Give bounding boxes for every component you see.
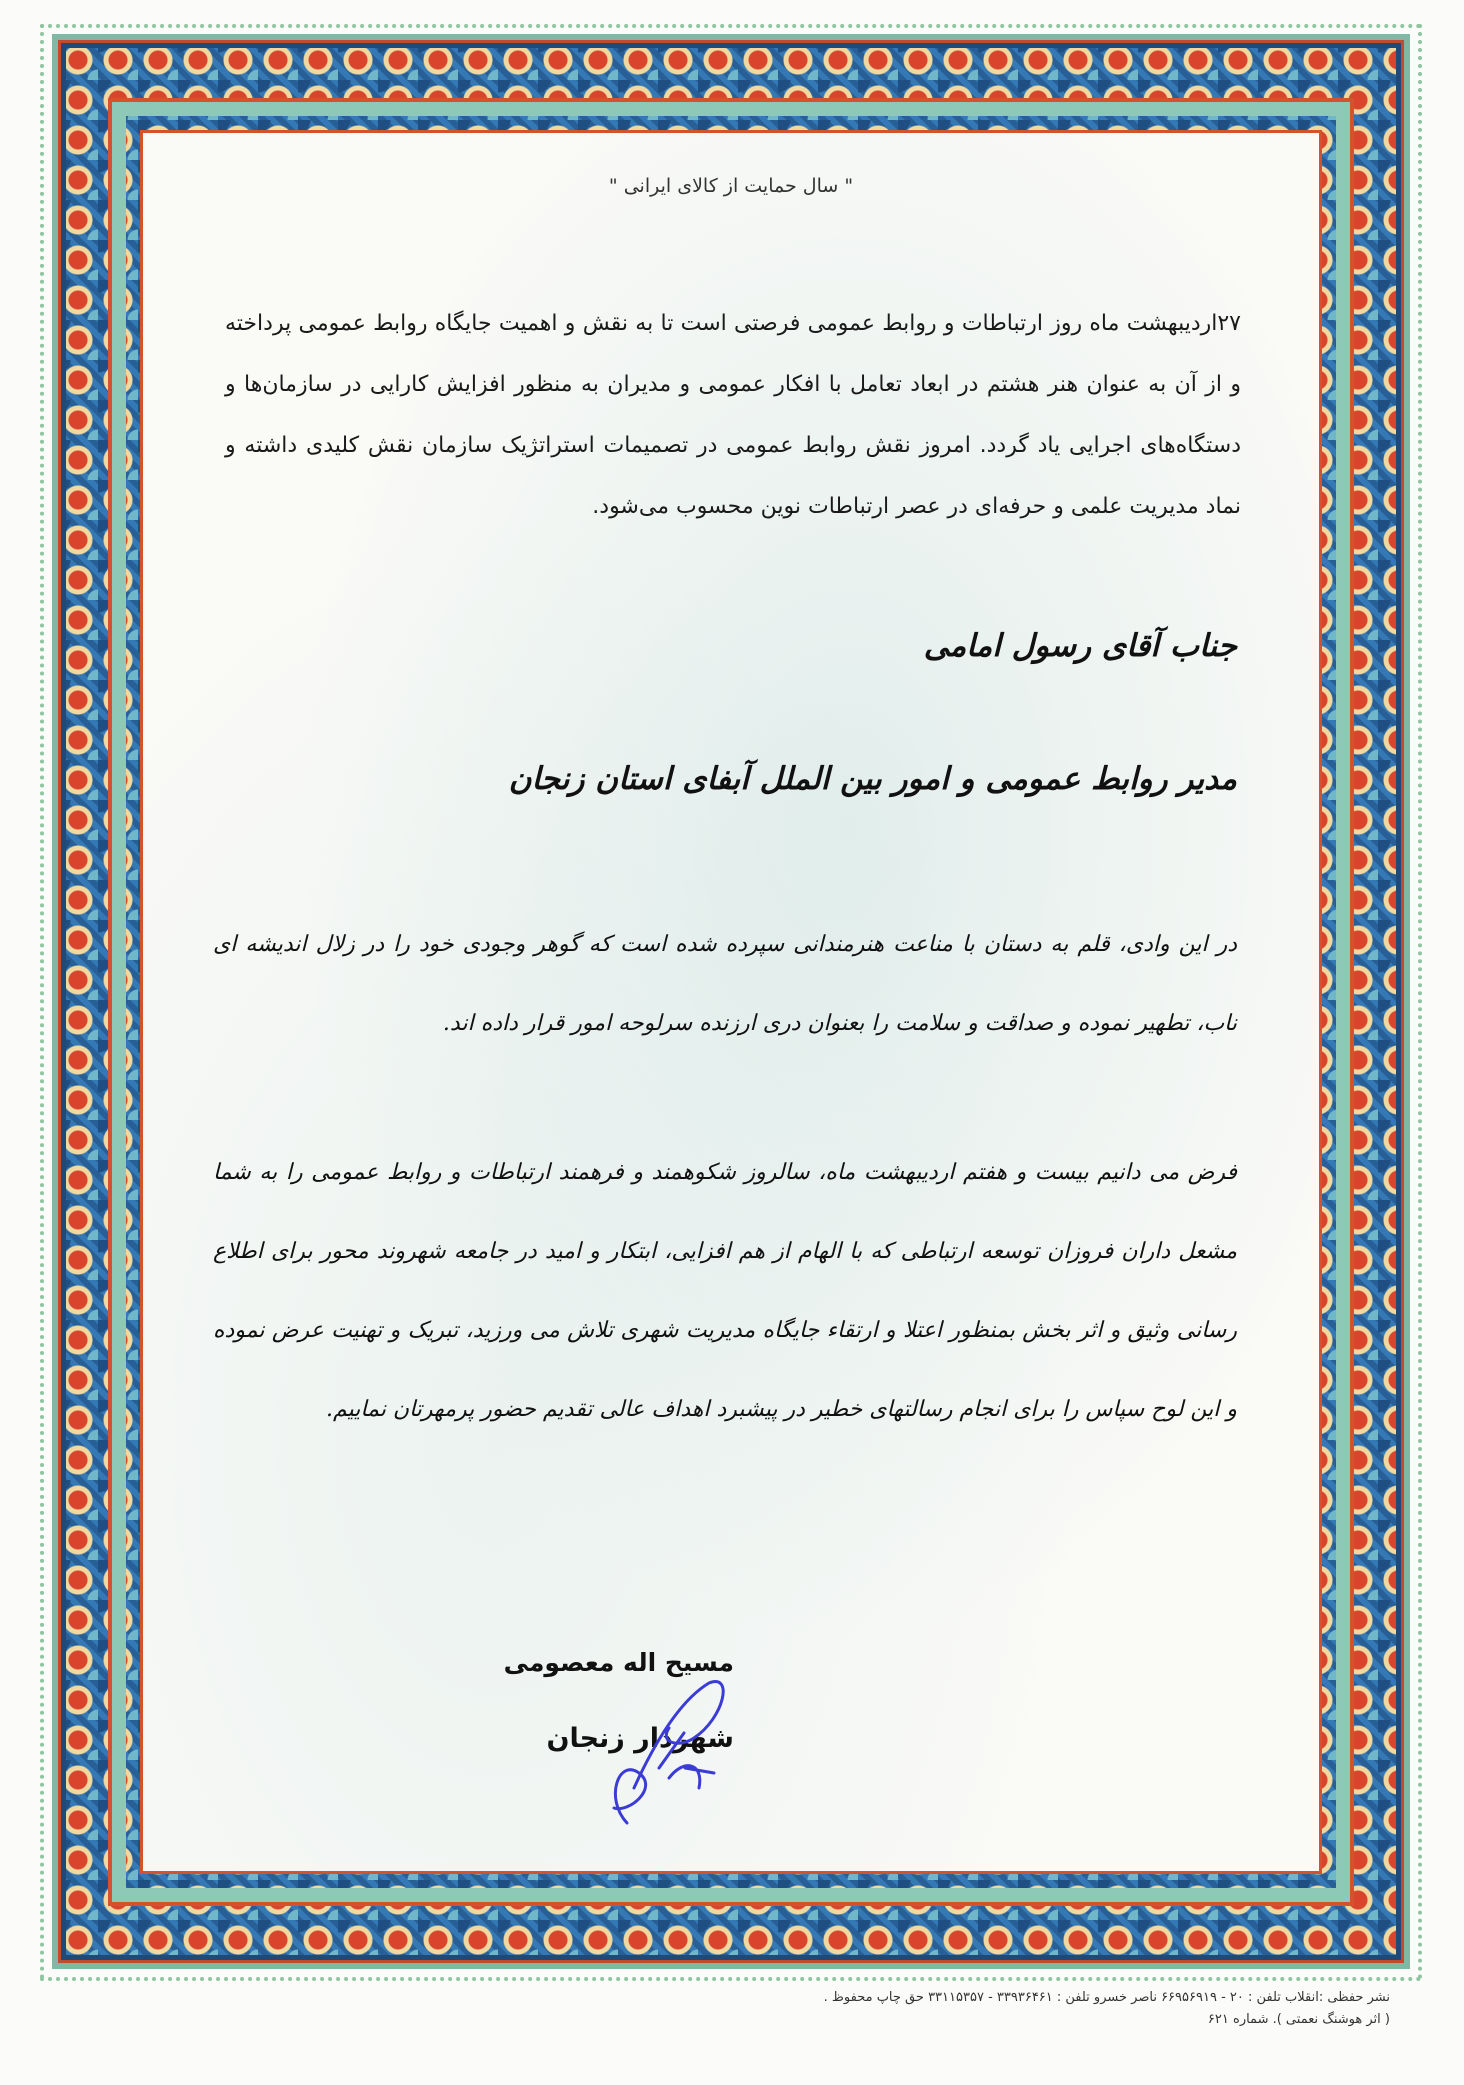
body-paragraph-1: در این وادی، قلم به دستان با مناعت هنرمندانی سپرده شده است که گوهر وجودی خود را در زلال اندیشه ای ناب، تطهیر نموده و صداقت و سلامت را بعنوان دری ارزنده سرلوحه امور قرار داده اند. [213, 932, 1237, 1036]
signature-scribble [509, 1638, 749, 1838]
recipient-name: جناب آقای رسول امامی [923, 628, 1237, 664]
body-paragraph-2: فرض می دانیم بیست و هفتم اردیبهشت ماه، سالروز شکوهمند و فرهمند ارتباطات و روابط عمومی را به شما مشعل داران فروزان توسعه ارتباطی که با الهام از هم افزایی، ابتکار و امید در جامعه شهروند محور برای اطلاع رسانی وثیق و اثر بخش بمنظور اعتلا و ارتقاء جایگاه مدیریت شهری تلاش می ورزید، تبریک و تهنیت عرض نموده و این لوح سپاس را برای انجام رسالتهای خطیر در پیشبرد اهداف عالی تقدیم حضور پرمهرتان نماییم. [213, 1160, 1237, 1422]
signer-name: مسیح اله معصومی [503, 1648, 734, 1677]
certificate-body [140, 130, 1322, 1874]
intro-paragraph: ۲۷اردیبهشت ماه روز ارتباطات و روابط عمومی فرصتی است تا به نقش و اهمیت جایگاه روابط عمومی پرداخته و از آن به عنوان هنر هشتم در ابعاد تعامل با افکار عمومی و مدیران به منظور افزایش کارایی در سازمان‌ها و دستگاه‌های اجرایی یاد گردد. امروز نقش روابط عمومی در تصمیمات استراتژیک سازمان نقش کلیدی داشته و نماد مدیریت علمی و حرفه‌ای در عصر ارتباطات نوین محسوب می‌شود. [225, 311, 1241, 519]
recipient-title: مدیر روابط عمومی و امور بین الملل آبفای استان زنجان [508, 761, 1237, 797]
printer-footer [470, 1987, 1390, 2031]
year-motto: " سال حمایت از کالای ایرانی " [608, 175, 854, 197]
footer-line-2: ( اثر هوشنگ نعمتی ). شماره ۶۲۱ [1207, 2012, 1390, 2027]
footer-line-1: نشر حفظی :انقلاب تلفن : ۲۰ - ۶۶۹۵۶۹۱۹ ناصر خسرو تلفن : ۳۳۹۳۶۴۶۱ - ۳۳۱۱۵۳۵۷ حق چاپ محفوظ . [823, 1990, 1390, 2005]
signer-title: شهردار زنجان [546, 1723, 734, 1754]
